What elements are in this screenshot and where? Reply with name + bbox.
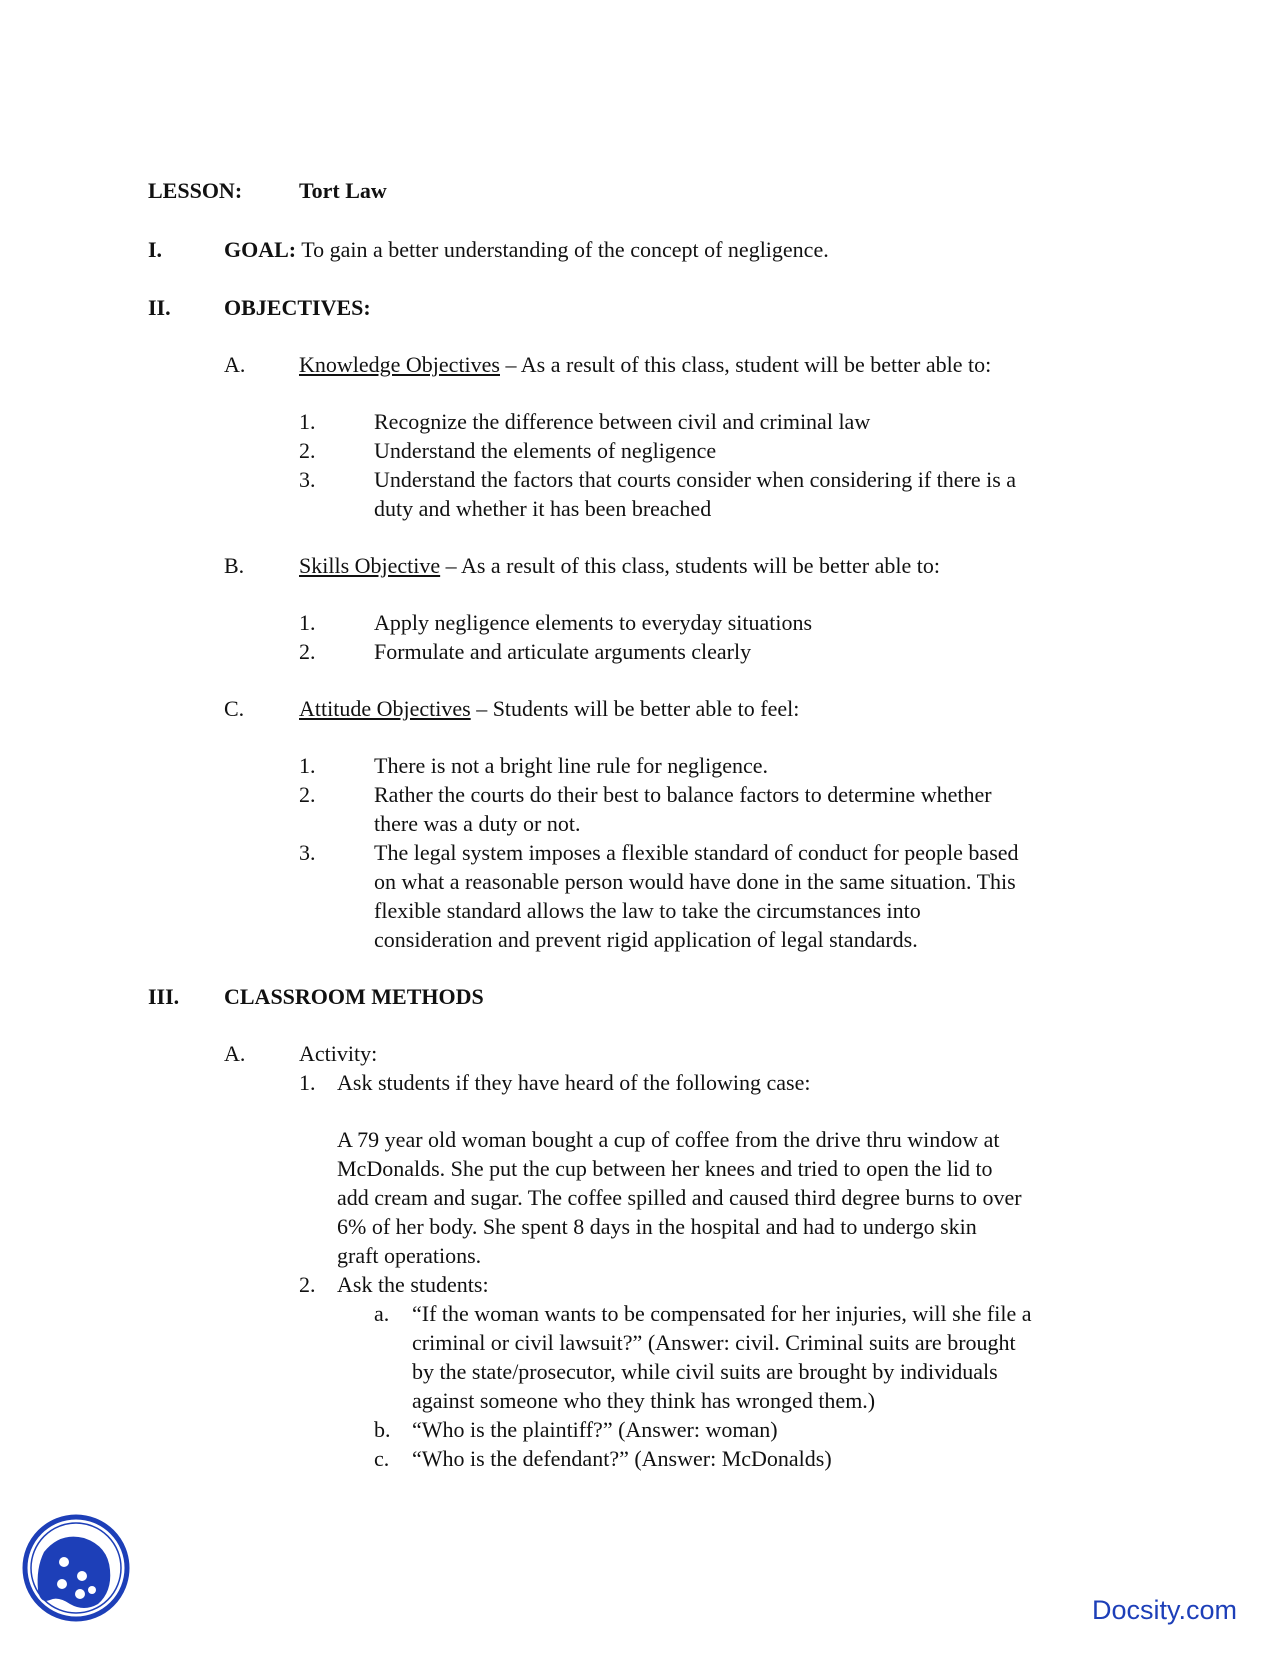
question-text: “Who is the plaintiff?” (Answer: woman)	[412, 1417, 778, 1442]
list-item-continuation: there was a duty or not.	[374, 811, 581, 836]
knowledge-heading: Knowledge Objectives	[299, 352, 500, 377]
list-item: Recognize the difference between civil and criminal law	[374, 409, 871, 434]
activity-letter: A.	[224, 1041, 246, 1066]
docsity-brand-link[interactable]: Docsity.com	[1092, 1595, 1238, 1625]
skills-objective-line	[299, 552, 940, 580]
attitude-objectives-line	[299, 695, 799, 723]
question-text: “Who is the defendant?” (Answer: McDonalds)	[412, 1446, 832, 1471]
case-line: A 79 year old woman bought a cup of coffee from the drive thru window at	[337, 1127, 1000, 1152]
question-letter: b.	[374, 1417, 391, 1442]
list-item: Understand the factors that courts consider when considering if there is a	[374, 467, 1017, 492]
knowledge-letter: A.	[224, 352, 246, 377]
list-item: Rather the courts do their best to balance factors to determine whether	[374, 782, 992, 807]
goal-label: GOAL:	[224, 237, 297, 262]
skills-intro: – As a result of this class, students will be better able to:	[440, 553, 940, 578]
knowledge-intro: – As a result of this class, student will be better able to:	[500, 352, 992, 377]
section2-number: II.	[148, 295, 171, 320]
list-item-number: 2.	[299, 438, 316, 463]
case-line: graft operations.	[337, 1243, 482, 1268]
list-item: Apply negligence elements to everyday situations	[374, 610, 813, 635]
skills-letter: B.	[224, 553, 245, 578]
case-line: add cream and sugar. The coffee spilled and caused third degree burns to over	[337, 1185, 1022, 1210]
list-item-number: 1.	[299, 610, 316, 635]
question-text: “If the woman wants to be compensated for her injuries, will she file a	[412, 1301, 1032, 1326]
attitude-letter: C.	[224, 696, 245, 721]
case-line: McDonalds. She put the cup between her knees and tried to open the lid to	[337, 1156, 993, 1181]
attitude-intro: – Students will be better able to feel:	[470, 696, 800, 721]
lesson-title: Tort Law	[299, 178, 387, 203]
goal-statement	[224, 236, 829, 264]
list-item-continuation: duty and whether it has been breached	[374, 496, 712, 521]
question-continuation: by the state/prosecutor, while civil suits are brought by individuals	[412, 1359, 998, 1384]
step-number: 2.	[299, 1272, 316, 1297]
skills-heading: Skills Objective	[299, 553, 441, 578]
question-letter: a.	[374, 1301, 390, 1326]
list-item: Formulate and articulate arguments clearly	[374, 639, 752, 664]
list-item-continuation: flexible standard allows the law to take the circumstances into	[374, 898, 921, 923]
step-text: Ask the students:	[337, 1272, 489, 1297]
list-item-number: 3.	[299, 467, 316, 492]
list-item-number: 2.	[299, 639, 316, 664]
lesson-label: LESSON:	[148, 178, 243, 203]
knowledge-objectives-line	[299, 351, 991, 379]
step-text: Ask students if they have heard of the following case:	[337, 1070, 811, 1095]
section3-title: CLASSROOM METHODS	[224, 984, 484, 1009]
list-item: Understand the elements of negligence	[374, 438, 717, 463]
section2-title: OBJECTIVES:	[224, 295, 371, 320]
question-letter: c.	[374, 1446, 390, 1471]
goal-text: To gain a better understanding of the concept of negligence.	[296, 237, 829, 262]
list-item-continuation: consideration and prevent rigid application of legal standards.	[374, 927, 918, 952]
list-item-number: 3.	[299, 840, 316, 865]
step-number: 1.	[299, 1070, 316, 1095]
case-line: 6% of her body. She spent 8 days in the hospital and had to undergo skin	[337, 1214, 977, 1239]
list-item: There is not a bright line rule for negligence.	[374, 753, 769, 778]
list-item-continuation: on what a reasonable person would have done in the same situation. This	[374, 869, 1016, 894]
question-continuation: criminal or civil lawsuit?” (Answer: civil. Criminal suits are brought	[412, 1330, 1016, 1355]
docsity-logo-icon	[20, 1512, 132, 1624]
list-item-number: 2.	[299, 782, 316, 807]
list-item: The legal system imposes a flexible standard of conduct for people based	[374, 840, 1019, 865]
question-continuation: against someone who they think has wronged them.)	[412, 1388, 876, 1413]
section1-number: I.	[148, 237, 163, 262]
attitude-heading: Attitude Objectives	[299, 696, 471, 721]
list-item-number: 1.	[299, 753, 316, 778]
list-item-number: 1.	[299, 409, 316, 434]
section3-number: III.	[148, 984, 180, 1009]
activity-heading: Activity:	[299, 1041, 378, 1066]
